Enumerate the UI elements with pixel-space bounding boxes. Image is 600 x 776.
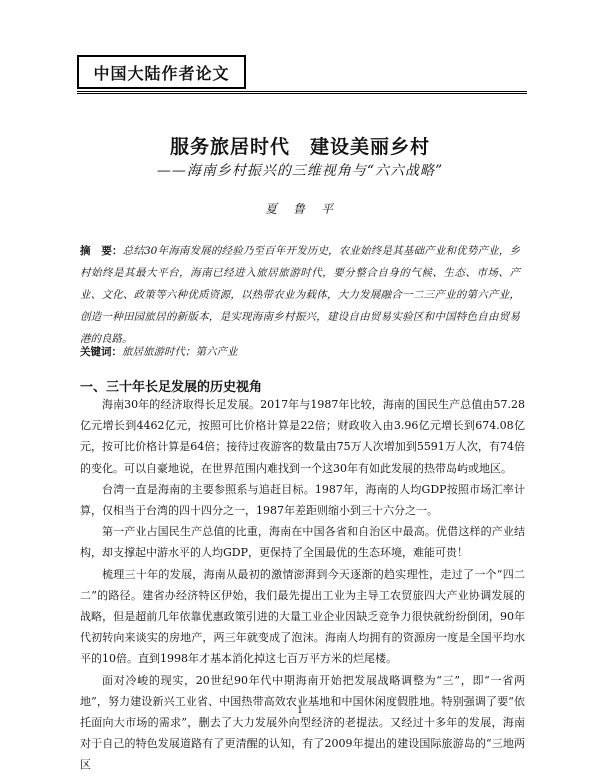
paragraph: 海南30年的经济取得长足发展。2017年与1987年比较，海南的国民生产总值由57.28亿元增长到4462亿元，按照可比价格计算是22倍；财政收入由3.96亿元增长到674.08亿元，按可比价格计算是64倍；接待过夜游客的数量由75万人次增加到5591万人次，有74倍的变化。可以自豪地说，在世界范围内难找到一个这30年有如此发展的热带岛屿或地区。: [80, 398, 525, 475]
abstract-label: 摘 要：: [80, 245, 123, 257]
article-author: 夏 鲁 平: [264, 202, 335, 216]
keywords-text: 旅居旅游时代；第六产业: [122, 346, 238, 358]
paragraph: 第一产业占国民生产总值的比重，海南在中国各省和自治区中最高。优借这样的产业结构，却支撑起中游水平的人均GDP，更保持了全国最优的生态环境，难能可贵！: [80, 525, 525, 560]
article-title: 服务旅居时代 建设美丽乡村: [169, 136, 430, 158]
abstract: [80, 240, 520, 350]
page-number: 1: [297, 706, 303, 716]
abstract-text: 总结30年海南发展的经验乃至百年开发历史，农业始终是其基础产业和优势产业，乡村始终是其最大平台，海南已经进入旅居旅游时代，要分整合自身的气候、生态、市场、产业、文化、政策等六种优质资源，以热带农业为载体，大力发展融合一二三产业的第六产业，创造一种田园旅居的新版本，是实现海南乡村振兴，建设自由贸易实验区和中国特色自由贸易港的良路。: [80, 245, 521, 345]
section-heading: 一、三十年长足发展的历史视角: [80, 380, 263, 395]
header-divider: [77, 91, 527, 94]
paragraph: 面对冷峻的现实，20世纪90年代中期海南开始把发展战略调整为“三”，即“一省两地”，努力建设新兴工业省、中国热带高效农业基地和中国休闲度假胜地。特别强调了要“依托面向大市场的需求”，删去了大力发展外向型经济的老提法。又经过十多年的发展，海南对于自己的特色发展道路有了更清醒的认知，有了2009年提出的建设国际旅游岛的“三地两区: [80, 673, 525, 772]
keywords-label: 关键词：: [80, 346, 122, 358]
paragraph: 梳理三十年的发展，海南从最初的激情澎湃到今天逐渐的趋实理性，走过了一个“四二二”的路径。建省办经济特区伊始，我们最先提出工业为主导工农贸旅四大产业协调发展的战略，但是超前几年依靠优惠政策引进的大量工业企业因缺乏竞争力很快就纷纷倒闭，90年代初转向来谈实的房地产，两三年就变成了泡沫。海南人均拥有的资源房一度是全国平均水平的10倍。直到1998年才基本消化掉这七百万平方米的烂尾楼。: [80, 567, 525, 666]
article-subtitle: ——海南乡村振兴的三维视角与“六六战略”: [156, 163, 444, 179]
column-label: 中国大陆作者论文: [77, 55, 246, 89]
body-text: [80, 394, 525, 776]
paragraph: 台湾一直是海南的主要参照系与追赶目标。1987年，海南的人均GDP按照市场汇率计算，仅相当于台湾的四十四分之一，1987年差距则缩小到三十六分之一。: [80, 482, 525, 518]
keywords: [80, 344, 520, 359]
